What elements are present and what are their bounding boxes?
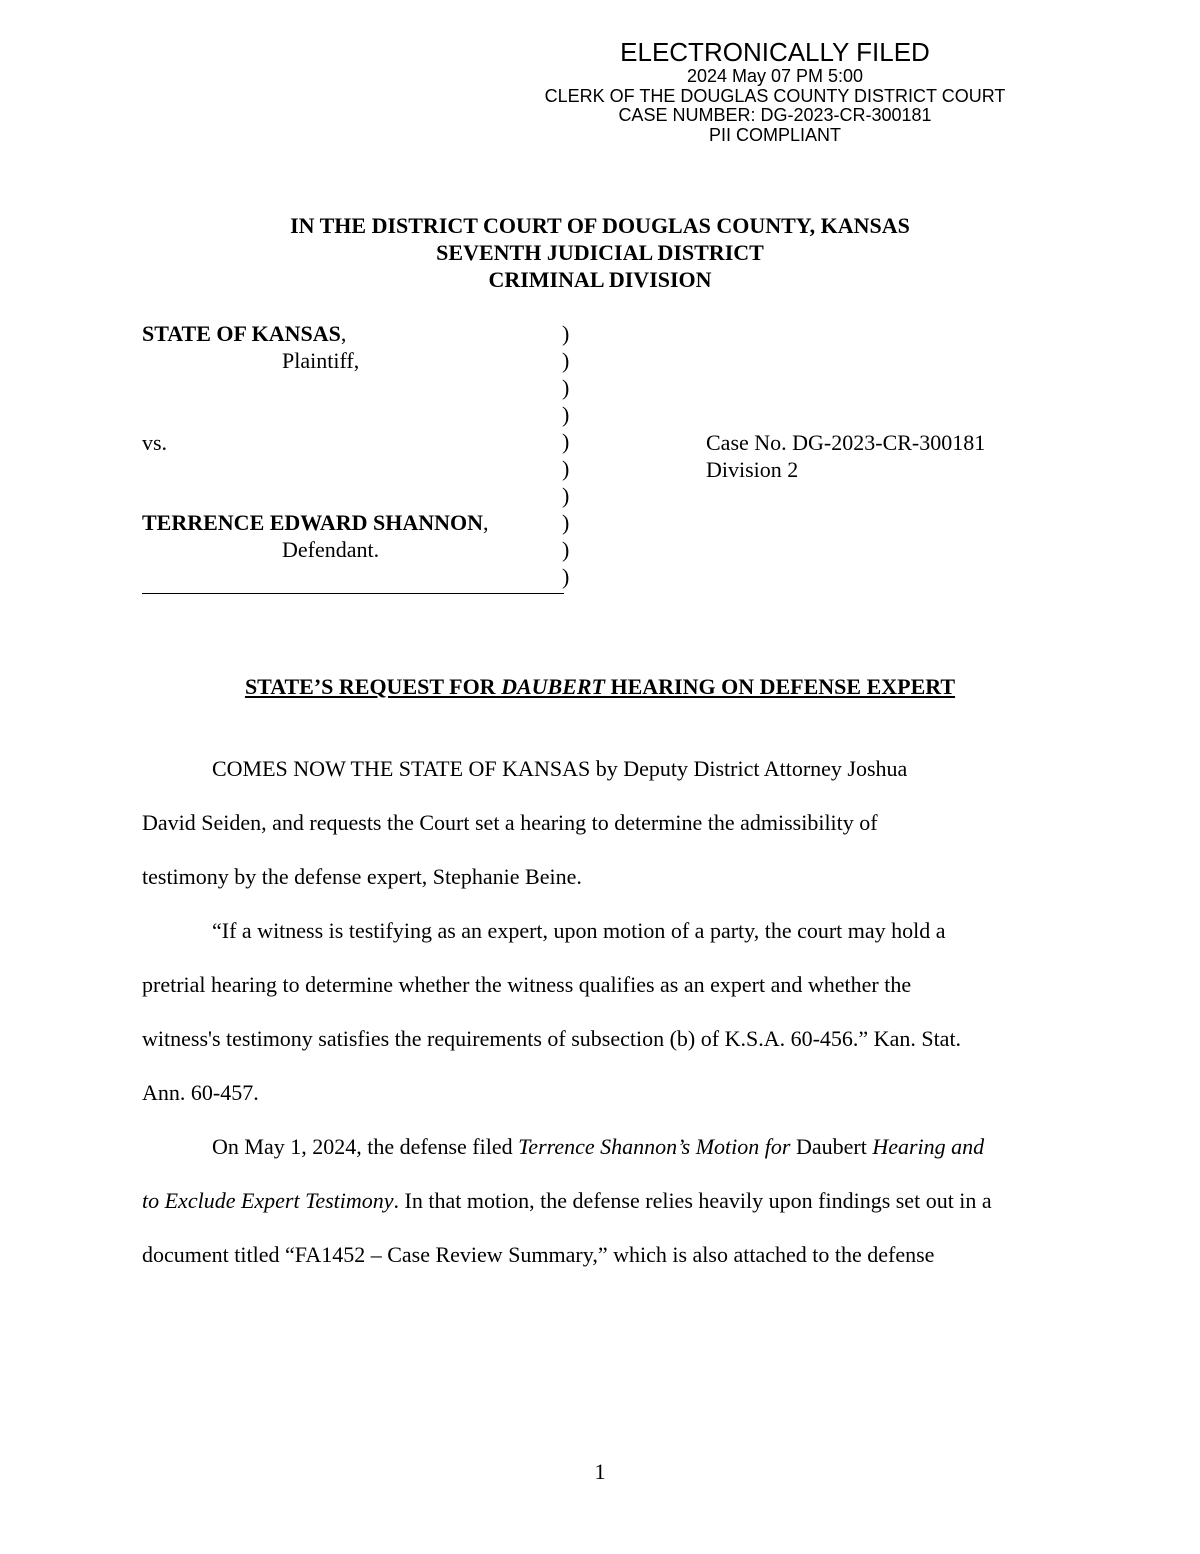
defendant-name xyxy=(142,510,489,536)
filing-stamp-compliance: PII COMPLIANT xyxy=(708,125,842,145)
body-line: Ann. 60-457. xyxy=(142,1080,259,1105)
filing-stamp-case-number: CASE NUMBER: DG-2023-CR-300181 xyxy=(618,105,932,125)
plaintiff-comma: , xyxy=(340,321,347,346)
plaintiff-name-text: STATE OF KANSAS xyxy=(142,321,341,346)
title-part1: STATE’S REQUEST FOR xyxy=(244,674,502,699)
caption-paren: ) xyxy=(562,564,570,589)
body-line: pretrial hearing to determine whether the witness qualifies as an expert and whether the xyxy=(142,972,912,997)
title-part2: HEARING ON DEFENSE EXPERT xyxy=(605,674,956,699)
caption-paren: ) xyxy=(562,321,570,346)
body-line: witness's testimony satisfies the requirements of subsection (b) of K.S.A. 60-456.” Kan. Stat. xyxy=(142,1026,962,1051)
caption-paren: ) xyxy=(562,456,570,481)
case-number: Case No. DG-2023-CR-300181 xyxy=(706,430,986,455)
court-heading-line2: SEVENTH JUDICIAL DISTRICT xyxy=(436,240,764,265)
body-line xyxy=(142,1188,992,1214)
caption-paren: ) xyxy=(562,429,570,454)
caption-paren: ) xyxy=(562,537,570,562)
caption-paren: ) xyxy=(562,348,570,373)
body-text: On May 1, 2024, the defense filed xyxy=(212,1134,519,1159)
court-heading-line1: IN THE DISTRICT COURT OF DOUGLAS COUNTY, KANSAS xyxy=(290,213,910,238)
body-italic: Terrence Shannon’s Motion for xyxy=(518,1134,791,1159)
filing-stamp-date: 2024 May 07 PM 5:00 xyxy=(686,66,864,86)
court-heading-line3: CRIMINAL DIVISION xyxy=(488,267,712,292)
document-title xyxy=(0,674,1200,700)
body-text: . In that motion, the defense relies heavily upon findings set out in a xyxy=(393,1188,992,1213)
body-line: “If a witness is testifying as an expert, upon motion of a party, the court may hold a xyxy=(212,918,946,943)
title-italic: DAUBERT xyxy=(501,674,605,699)
filing-stamp-title: ELECTRONICALLY FILED xyxy=(620,37,930,67)
caption-paren: ) xyxy=(562,510,570,535)
plaintiff-role: Plaintiff, xyxy=(282,348,360,373)
defendant-comma: , xyxy=(483,510,489,535)
defendant-name-text: TERRENCE EDWARD SHANNON xyxy=(142,510,484,535)
caption-paren: ) xyxy=(562,402,570,427)
body-italic: Hearing and xyxy=(872,1134,985,1159)
caption-paren: ) xyxy=(562,483,570,508)
body-line: testimony by the defense expert, Stephanie Beine. xyxy=(142,864,582,889)
body-line xyxy=(212,1134,984,1160)
body-line: document titled “FA1452 – Case Review Summary,” which is also attached to the defense xyxy=(142,1242,935,1267)
body-italic: to Exclude Expert Testimony xyxy=(142,1188,394,1213)
division: Division 2 xyxy=(706,457,799,482)
caption-paren: ) xyxy=(562,375,570,400)
versus-label: vs. xyxy=(142,430,168,455)
filing-stamp-clerk: CLERK OF THE DOUGLAS COUNTY DISTRICT COURT xyxy=(544,86,1006,106)
caption-underline xyxy=(142,593,564,594)
plaintiff-name xyxy=(142,321,346,347)
body-text: Daubert xyxy=(790,1134,873,1159)
body-line: COMES NOW THE STATE OF KANSAS by Deputy District Attorney Joshua xyxy=(212,756,908,781)
body-line: David Seiden, and requests the Court set a hearing to determine the admissibility of xyxy=(142,810,878,835)
page-number: 1 xyxy=(594,1459,606,1484)
defendant-role: Defendant. xyxy=(282,537,380,562)
